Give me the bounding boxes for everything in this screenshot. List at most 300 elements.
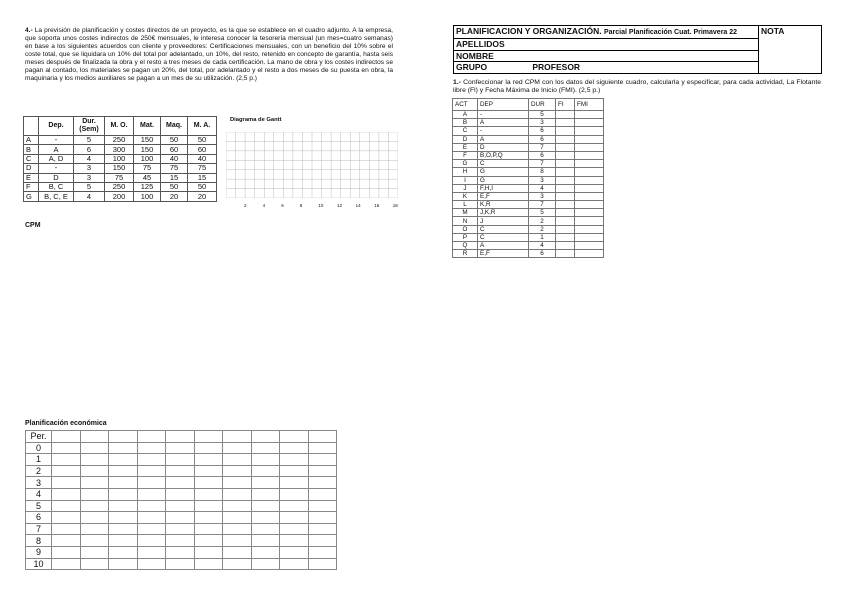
- economic-blank-cell[interactable]: [280, 546, 309, 558]
- economic-blank-cell[interactable]: [109, 535, 138, 547]
- economic-blank-cell[interactable]: [80, 488, 109, 500]
- nota-cell[interactable]: [759, 26, 822, 74]
- problem-1-number: 1.-: [453, 79, 461, 86]
- economic-period-cell: 4: [26, 488, 52, 500]
- cpm-activity: I: [453, 176, 478, 184]
- economic-blank-cell[interactable]: [223, 477, 252, 489]
- activity-cell: 300: [105, 145, 134, 154]
- economic-blank-cell[interactable]: [166, 546, 195, 558]
- cpm-row: [453, 242, 604, 250]
- activity-cell: 15: [161, 173, 188, 182]
- cpm-fl-blank[interactable]: [556, 209, 575, 217]
- problem-1-statement: [453, 79, 821, 96]
- activity-cell: 150: [134, 136, 161, 145]
- cpm-dependencies: J,K,R: [478, 209, 529, 217]
- profesor-label: PROFESOR: [532, 62, 581, 73]
- cpm-row: [453, 127, 604, 135]
- cpm-dependencies: G: [478, 168, 529, 176]
- activity-id: G: [24, 192, 39, 201]
- cpm-dependencies: -: [478, 111, 529, 119]
- activity-cell: 100: [134, 154, 161, 163]
- activity-row: [24, 173, 217, 182]
- economic-blank-cell[interactable]: [80, 535, 109, 547]
- economic-blank-cell[interactable]: [223, 488, 252, 500]
- cpm-fmi-blank[interactable]: [575, 192, 604, 200]
- economic-blank-cell[interactable]: [52, 465, 81, 477]
- exam-subtitle: Parcial Planificación Cuat. Primavera 22: [603, 29, 738, 36]
- activity-header-cell: Maq.: [161, 117, 188, 136]
- activity-cell: 150: [105, 164, 134, 173]
- cpm-fmi-blank[interactable]: [575, 209, 604, 217]
- activity-cell: -: [39, 164, 74, 173]
- activity-cell: 50: [188, 182, 217, 191]
- economic-blank-cell[interactable]: [194, 488, 223, 500]
- cpm-duration: 7: [529, 160, 556, 168]
- activity-id: C: [24, 154, 39, 163]
- economic-blank-cell[interactable]: [194, 465, 223, 477]
- economic-blank-cell[interactable]: [280, 465, 309, 477]
- activity-cell: 40: [161, 154, 188, 163]
- economic-blank-cell[interactable]: [109, 442, 138, 454]
- economic-blank-cell[interactable]: [280, 431, 309, 443]
- apellidos-field[interactable]: [454, 39, 759, 51]
- activity-cell: 20: [161, 192, 188, 201]
- cpm-header-cell: FI: [556, 99, 575, 111]
- economic-blank-cell[interactable]: [223, 431, 252, 443]
- economic-blank-cell[interactable]: [109, 454, 138, 466]
- activity-header-cell: Dep.: [39, 117, 74, 136]
- economic-blank-cell[interactable]: [52, 500, 81, 512]
- economic-blank-cell[interactable]: [109, 523, 138, 535]
- cpm-activity: C: [453, 127, 478, 135]
- economic-blank-cell[interactable]: [166, 465, 195, 477]
- economic-blank-cell[interactable]: [280, 535, 309, 547]
- cpm-fl-blank[interactable]: [556, 127, 575, 135]
- activity-cell: 15: [188, 173, 217, 182]
- cpm-row: [453, 201, 604, 209]
- economic-blank-cell[interactable]: [137, 558, 166, 570]
- economic-blank-cell[interactable]: [308, 500, 337, 512]
- economic-blank-cell[interactable]: [251, 523, 280, 535]
- economic-blank-cell[interactable]: [166, 535, 195, 547]
- activity-row: [24, 164, 217, 173]
- cpm-duration: 4: [529, 184, 556, 192]
- cpm-activity: L: [453, 201, 478, 209]
- cpm-fl-blank[interactable]: [556, 192, 575, 200]
- economic-blank-cell[interactable]: [308, 558, 337, 570]
- exam-title: PLANIFICACION Y ORGANIZACIÓN.: [456, 26, 602, 36]
- economic-blank-cell[interactable]: [308, 454, 337, 466]
- cpm-fmi-blank[interactable]: [575, 143, 604, 151]
- activity-cell: 50: [188, 136, 217, 145]
- economic-blank-cell[interactable]: [166, 488, 195, 500]
- economic-blank-cell[interactable]: [223, 523, 252, 535]
- cpm-fmi-blank[interactable]: [575, 201, 604, 209]
- economic-blank-cell[interactable]: [166, 512, 195, 524]
- activity-cell: 75: [188, 164, 217, 173]
- economic-blank-cell[interactable]: [223, 465, 252, 477]
- economic-blank-cell[interactable]: [251, 431, 280, 443]
- cpm-fl-blank[interactable]: [556, 250, 575, 258]
- nota-label: NOTA: [761, 26, 785, 36]
- cpm-table-header: [453, 99, 604, 111]
- cpm-fl-blank[interactable]: [556, 242, 575, 250]
- economic-period-cell: 2: [26, 465, 52, 477]
- cpm-duration: 6: [529, 250, 556, 258]
- cpm-fl-blank[interactable]: [556, 225, 575, 233]
- cpm-activity: K: [453, 192, 478, 200]
- cpm-activity: Q: [453, 242, 478, 250]
- grupo-profesor-field[interactable]: [454, 62, 759, 74]
- activity-cell: A: [39, 145, 74, 154]
- cpm-activity: O: [453, 225, 478, 233]
- economic-blank-cell[interactable]: [80, 500, 109, 512]
- problem-4-text: La previsión de planificación y costes directos de un proyecto, es la que se establece en el cuadro adjunto. A la empresa, que soporta unos costes indirectos de 250€ mensuales, le interesa conocer la tesorería mensual (un mes=cuatro semanas) en base a los siguientes acuerdos con cliente y proveedores: Certificaciones mensuales, con un beneficio del 10% sobre el coste total, que se liquidara un 10% del total por adelantado, un 10%, del resto, retenido en concepto de garantía, hasta seis meses después de finalizada la obra y el resto a tres meses de cada certificación. La mano de obra y los costes indirectos se pagan al contado, los materiales se pagan un 20%, del total, por adelantado y el resto a dos meses de su puesta en obra, la maquinaria y los medios auxiliares se pagan a un mes de su utilización. (2,5 p.): [25, 27, 393, 83]
- economic-blank-cell[interactable]: [280, 477, 309, 489]
- cpm-duration: 6: [529, 127, 556, 135]
- economic-row: [26, 477, 337, 489]
- cpm-fmi-blank[interactable]: [575, 151, 604, 159]
- economic-blank-cell[interactable]: [166, 523, 195, 535]
- cpm-row: [453, 143, 604, 151]
- gantt-tick-label: 18: [392, 203, 398, 208]
- economic-blank-cell[interactable]: [166, 558, 195, 570]
- economic-blank-cell[interactable]: [308, 431, 337, 443]
- activity-row: [24, 145, 217, 154]
- cpm-fmi-blank[interactable]: [575, 250, 604, 258]
- economic-blank-cell[interactable]: [137, 546, 166, 558]
- nombre-field[interactable]: [454, 50, 759, 62]
- activity-header-cell: M. O.: [105, 117, 134, 136]
- economic-blank-cell[interactable]: [194, 535, 223, 547]
- economic-blank-cell[interactable]: [223, 512, 252, 524]
- economic-blank-cell[interactable]: [251, 500, 280, 512]
- cpm-dependencies: C: [478, 160, 529, 168]
- cpm-activity-table[interactable]: [452, 98, 604, 258]
- economic-blank-cell[interactable]: [280, 442, 309, 454]
- activity-id: D: [24, 164, 39, 173]
- economic-blank-cell[interactable]: [251, 454, 280, 466]
- cpm-fl-blank[interactable]: [556, 151, 575, 159]
- economic-blank-cell[interactable]: [194, 523, 223, 535]
- economic-blank-cell[interactable]: [80, 454, 109, 466]
- economic-blank-cell[interactable]: [80, 523, 109, 535]
- economic-blank-cell[interactable]: [137, 465, 166, 477]
- cpm-fl-blank[interactable]: [556, 143, 575, 151]
- cpm-fmi-blank[interactable]: [575, 233, 604, 241]
- economic-blank-cell[interactable]: [166, 500, 195, 512]
- cpm-activity: E: [453, 143, 478, 151]
- activity-cell: 6: [74, 145, 105, 154]
- economic-blank-cell[interactable]: [137, 431, 166, 443]
- activity-cell: 3: [74, 173, 105, 182]
- economic-row: [26, 465, 337, 477]
- cpm-dependencies: J: [478, 217, 529, 225]
- activity-cell: 4: [74, 154, 105, 163]
- cpm-fmi-blank[interactable]: [575, 135, 604, 143]
- economic-blank-cell[interactable]: [52, 523, 81, 535]
- cpm-fmi-blank[interactable]: [575, 225, 604, 233]
- economic-blank-cell[interactable]: [137, 512, 166, 524]
- economic-blank-cell[interactable]: [308, 442, 337, 454]
- activity-cell: 75: [161, 164, 188, 173]
- activity-row: [24, 192, 217, 201]
- cpm-fl-blank[interactable]: [556, 233, 575, 241]
- economic-blank-cell[interactable]: [251, 477, 280, 489]
- cpm-activity: R: [453, 250, 478, 258]
- economic-blank-cell[interactable]: [137, 488, 166, 500]
- cpm-dependencies: C: [478, 225, 529, 233]
- economic-period-cell: 6: [26, 512, 52, 524]
- economic-blank-cell[interactable]: [137, 442, 166, 454]
- cpm-duration: 7: [529, 143, 556, 151]
- activity-row: [24, 182, 217, 191]
- economic-row: [26, 442, 337, 454]
- gantt-tick-label: 10: [318, 203, 324, 208]
- economic-row: [26, 454, 337, 466]
- cpm-activity: B: [453, 119, 478, 127]
- economic-blank-cell[interactable]: [308, 477, 337, 489]
- economic-blank-cell[interactable]: [137, 500, 166, 512]
- economic-blank-cell[interactable]: [194, 500, 223, 512]
- economic-period-cell: 9: [26, 546, 52, 558]
- activity-id: B: [24, 145, 39, 154]
- economic-period-cell: 7: [26, 523, 52, 535]
- economic-blank-cell[interactable]: [223, 500, 252, 512]
- cpm-duration: 3: [529, 176, 556, 184]
- economic-blank-cell[interactable]: [308, 465, 337, 477]
- economic-blank-cell[interactable]: [194, 431, 223, 443]
- cpm-duration: 5: [529, 111, 556, 119]
- cpm-row: [453, 192, 604, 200]
- economic-blank-cell[interactable]: [251, 442, 280, 454]
- economic-blank-cell[interactable]: [52, 431, 81, 443]
- economic-blank-cell[interactable]: [251, 546, 280, 558]
- activity-cell: 4: [74, 192, 105, 201]
- exam-title-cell: [454, 26, 759, 39]
- economic-row: [26, 546, 337, 558]
- economic-blank-cell[interactable]: [109, 477, 138, 489]
- cpm-fl-blank[interactable]: [556, 111, 575, 119]
- economic-row: [26, 535, 337, 547]
- activity-cell: 250: [105, 182, 134, 191]
- cpm-header-cell: ACT: [453, 99, 478, 111]
- economic-blank-cell[interactable]: [280, 488, 309, 500]
- economic-blank-cell[interactable]: [308, 523, 337, 535]
- cpm-fl-blank[interactable]: [556, 201, 575, 209]
- economic-blank-cell[interactable]: [80, 477, 109, 489]
- cpm-header-cell: DEP: [478, 99, 529, 111]
- economic-blank-cell[interactable]: [109, 488, 138, 500]
- gantt-tick-label: 2: [244, 203, 247, 208]
- cpm-dependencies: E,F: [478, 250, 529, 258]
- economic-blank-cell[interactable]: [280, 500, 309, 512]
- activity-header-cell: Mat.: [134, 117, 161, 136]
- activity-cell: 60: [161, 145, 188, 154]
- economic-blank-cell[interactable]: [52, 546, 81, 558]
- economic-blank-cell[interactable]: [80, 558, 109, 570]
- economic-blank-cell[interactable]: [52, 558, 81, 570]
- activity-table-header: [24, 117, 217, 136]
- economic-planning-table[interactable]: [25, 430, 337, 570]
- economic-blank-cell[interactable]: [251, 465, 280, 477]
- economic-blank-cell[interactable]: [52, 512, 81, 524]
- economic-blank-cell[interactable]: [308, 535, 337, 547]
- economic-blank-cell[interactable]: [280, 558, 309, 570]
- cpm-fmi-blank[interactable]: [575, 242, 604, 250]
- cpm-duration: 2: [529, 225, 556, 233]
- economic-blank-cell[interactable]: [166, 431, 195, 443]
- economic-blank-cell[interactable]: [80, 465, 109, 477]
- activity-cell: 125: [134, 182, 161, 191]
- economic-blank-cell[interactable]: [308, 488, 337, 500]
- cpm-fl-blank[interactable]: [556, 160, 575, 168]
- cpm-activity: D: [453, 135, 478, 143]
- problem-4-statement: [25, 27, 393, 83]
- activity-cell: 100: [105, 154, 134, 163]
- economic-blank-cell[interactable]: [137, 454, 166, 466]
- activity-cell: 250: [105, 136, 134, 145]
- economic-blank-cell[interactable]: [251, 488, 280, 500]
- economic-blank-cell[interactable]: [80, 546, 109, 558]
- activity-cell: B, C, E: [39, 192, 74, 201]
- cpm-activity: A: [453, 111, 478, 119]
- cpm-activity: P: [453, 233, 478, 241]
- cpm-fl-blank[interactable]: [556, 184, 575, 192]
- activity-cell: 40: [188, 154, 217, 163]
- economic-blank-cell[interactable]: [80, 431, 109, 443]
- economic-blank-cell[interactable]: [109, 512, 138, 524]
- economic-blank-cell[interactable]: [166, 477, 195, 489]
- cpm-fl-blank[interactable]: [556, 217, 575, 225]
- cpm-fmi-blank[interactable]: [575, 184, 604, 192]
- cpm-row: [453, 217, 604, 225]
- economic-blank-cell[interactable]: [109, 500, 138, 512]
- cpm-fmi-blank[interactable]: [575, 160, 604, 168]
- economic-blank-cell[interactable]: [52, 442, 81, 454]
- activity-cell: 45: [134, 173, 161, 182]
- economic-blank-cell[interactable]: [194, 512, 223, 524]
- economic-blank-cell[interactable]: [251, 535, 280, 547]
- economic-period-cell: 3: [26, 477, 52, 489]
- activity-header-cell: M. A.: [188, 117, 217, 136]
- economic-blank-cell[interactable]: [80, 512, 109, 524]
- economic-blank-cell[interactable]: [194, 442, 223, 454]
- economic-blank-cell[interactable]: [109, 465, 138, 477]
- economic-blank-cell[interactable]: [280, 523, 309, 535]
- economic-blank-cell[interactable]: [80, 442, 109, 454]
- economic-blank-cell[interactable]: [223, 454, 252, 466]
- cpm-row: [453, 168, 604, 176]
- cpm-duration: 3: [529, 119, 556, 127]
- activity-id: F: [24, 182, 39, 191]
- cpm-fmi-blank[interactable]: [575, 119, 604, 127]
- economic-blank-cell[interactable]: [52, 477, 81, 489]
- cpm-row: [453, 250, 604, 258]
- grupo-label: GRUPO: [456, 62, 488, 73]
- economic-blank-cell[interactable]: [194, 477, 223, 489]
- economic-blank-cell[interactable]: [166, 454, 195, 466]
- economic-blank-cell[interactable]: [223, 535, 252, 547]
- economic-blank-cell[interactable]: [223, 442, 252, 454]
- economic-blank-cell[interactable]: [280, 454, 309, 466]
- cpm-header-cell: DUR: [529, 99, 556, 111]
- economic-blank-cell[interactable]: [280, 512, 309, 524]
- cpm-row: [453, 225, 604, 233]
- economic-blank-cell[interactable]: [223, 546, 252, 558]
- economic-blank-cell[interactable]: [109, 431, 138, 443]
- cpm-activity: J: [453, 184, 478, 192]
- economic-blank-cell[interactable]: [137, 477, 166, 489]
- cpm-activity: G: [453, 160, 478, 168]
- cpm-fmi-blank[interactable]: [575, 217, 604, 225]
- economic-row: [26, 431, 337, 443]
- economic-blank-cell[interactable]: [109, 558, 138, 570]
- economic-blank-cell[interactable]: [194, 546, 223, 558]
- economic-blank-cell[interactable]: [137, 535, 166, 547]
- cpm-dependencies: E,F: [478, 192, 529, 200]
- economic-blank-cell[interactable]: [137, 523, 166, 535]
- cpm-duration: 7: [529, 201, 556, 209]
- activity-row: [24, 136, 217, 145]
- economic-period-cell: 8: [26, 535, 52, 547]
- economic-blank-cell[interactable]: [223, 558, 252, 570]
- exam-header-box: [453, 25, 822, 74]
- economic-blank-cell[interactable]: [52, 488, 81, 500]
- gantt-grid[interactable]: [226, 132, 398, 198]
- economic-row: [26, 512, 337, 524]
- cpm-row: [453, 111, 604, 119]
- cpm-row: [453, 233, 604, 241]
- cpm-activity: N: [453, 217, 478, 225]
- economic-blank-cell[interactable]: [308, 546, 337, 558]
- cpm-fl-blank[interactable]: [556, 168, 575, 176]
- cpm-fmi-blank[interactable]: [575, 176, 604, 184]
- economic-blank-cell[interactable]: [194, 454, 223, 466]
- cpm-fl-blank[interactable]: [556, 119, 575, 127]
- cpm-duration: 8: [529, 168, 556, 176]
- nombre-label: NOMBRE: [456, 50, 494, 61]
- economic-blank-cell[interactable]: [109, 546, 138, 558]
- gantt-title: Diagrama de Gantt: [230, 117, 282, 123]
- cpm-duration: 1: [529, 233, 556, 241]
- economic-blank-cell[interactable]: [52, 535, 81, 547]
- gantt-tick-label: 14: [355, 203, 361, 208]
- economic-blank-cell[interactable]: [52, 454, 81, 466]
- activity-cell: A, D: [39, 154, 74, 163]
- activity-id: E: [24, 173, 39, 182]
- cpm-fmi-blank[interactable]: [575, 168, 604, 176]
- economic-blank-cell[interactable]: [308, 512, 337, 524]
- cpm-dependencies: G: [478, 176, 529, 184]
- gantt-tick-label: 6: [281, 203, 284, 208]
- activity-row: [24, 154, 217, 163]
- cpm-fmi-blank[interactable]: [575, 127, 604, 135]
- cpm-dependencies: C: [478, 233, 529, 241]
- economic-blank-cell[interactable]: [194, 558, 223, 570]
- cpm-fl-blank[interactable]: [556, 135, 575, 143]
- apellidos-label: APELLIDOS: [456, 39, 505, 50]
- activity-header-cell: Dur. (Sem): [74, 117, 105, 136]
- cpm-fl-blank[interactable]: [556, 176, 575, 184]
- economic-blank-cell[interactable]: [251, 558, 280, 570]
- economic-row: [26, 523, 337, 535]
- cpm-fmi-blank[interactable]: [575, 111, 604, 119]
- activity-cell: 60: [188, 145, 217, 154]
- economic-blank-cell[interactable]: [166, 442, 195, 454]
- economic-row: [26, 500, 337, 512]
- economic-blank-cell[interactable]: [251, 512, 280, 524]
